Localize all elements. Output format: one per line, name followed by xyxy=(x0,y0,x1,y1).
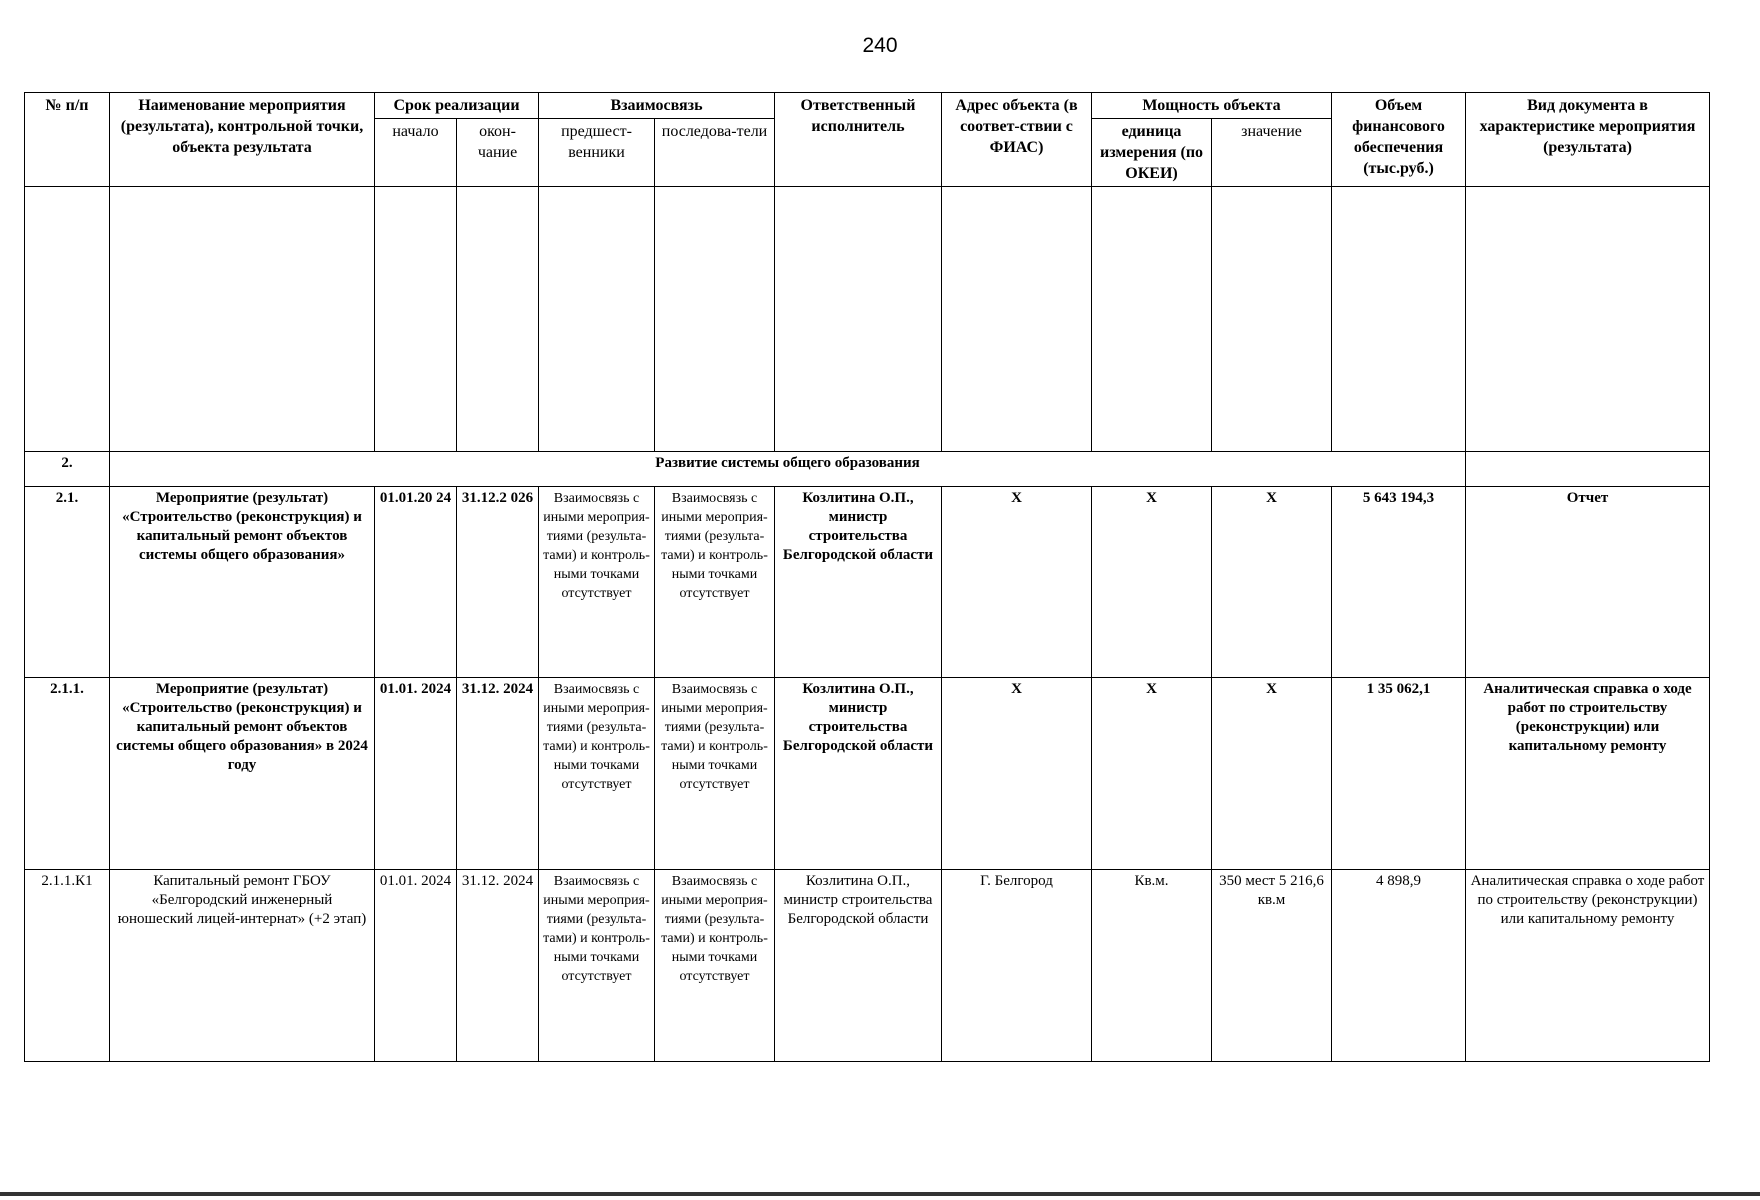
header-unit: единица измерения (по ОКЕИ) xyxy=(1092,119,1212,187)
page-bottom-rule xyxy=(0,1192,1760,1196)
blank-cell xyxy=(1466,187,1710,452)
section-empty-cell xyxy=(1466,452,1710,487)
row-end: 31.12. 2024 xyxy=(457,870,539,1062)
row-address: Г. Белгород xyxy=(942,870,1092,1062)
row-finance: 5 643 194,3 xyxy=(1332,487,1466,678)
blank-cell xyxy=(655,187,775,452)
blank-cell xyxy=(110,187,375,452)
header-finance: Объем финансового обеспечения (тыс.руб.) xyxy=(1332,93,1466,187)
header-name: Наименование мероприятия (результата), контрольной точки, объекта результата xyxy=(110,93,375,187)
row-executor: Козлитина О.П., министр строительства Белгородской области xyxy=(775,487,942,678)
row-name: Мероприятие (результат) «Строительство (реконструкция) и капитальный ремонт объектов системы общего образования» в 2024 году xyxy=(110,678,375,870)
header-value: значение xyxy=(1212,119,1332,187)
row-address: Х xyxy=(942,678,1092,870)
header-term: Срок реализации xyxy=(375,93,539,119)
table-row xyxy=(25,870,1710,1062)
row-value: 350 мест 5 216,6 кв.м xyxy=(1212,870,1332,1062)
row-predecessors: Взаимосвязь с иными мероприя-тиями (результа-тами) и контроль-ными точками отсутствует xyxy=(539,870,655,1062)
row-successors: Взаимосвязь с иными мероприя-тиями (результа-тами) и контроль-ными точками отсутствует xyxy=(655,487,775,678)
header-doc-type: Вид документа в характеристике мероприятия (результата) xyxy=(1466,93,1710,187)
row-value: Х xyxy=(1212,678,1332,870)
row-doc-type: Отчет xyxy=(1466,487,1710,678)
row-doc-type: Аналитическая справка о ходе работ по строительству (реконструкции) или капитальному ремонту xyxy=(1466,678,1710,870)
row-successors: Взаимосвязь с иными мероприя-тиями (результа-тами) и контроль-ными точками отсутствует xyxy=(655,678,775,870)
row-finance: 1 35 062,1 xyxy=(1332,678,1466,870)
row-finance: 4 898,9 xyxy=(1332,870,1466,1062)
row-address: Х xyxy=(942,487,1092,678)
blank-cell xyxy=(375,187,457,452)
row-predecessors: Взаимосвязь с иными мероприя-тиями (результа-тами) и контроль-ными точками отсутствует xyxy=(539,487,655,678)
blank-cell xyxy=(775,187,942,452)
header-relation: Взаимосвязь xyxy=(539,93,775,119)
table-row xyxy=(25,678,1710,870)
blank-cell xyxy=(1332,187,1466,452)
activities-table xyxy=(24,92,1710,1062)
blank-cell xyxy=(25,187,110,452)
row-value: Х xyxy=(1212,487,1332,678)
blank-row xyxy=(25,187,1710,452)
header-term-start: начало xyxy=(375,119,457,187)
header-successors: последова-тели xyxy=(655,119,775,187)
header-executor: Ответственный исполнитель xyxy=(775,93,942,187)
blank-cell xyxy=(457,187,539,452)
header-address: Адрес объекта (в соответ-ствии с ФИАС) xyxy=(942,93,1092,187)
row-executor: Козлитина О.П., министр строительства Белгородской области xyxy=(775,870,942,1062)
header-num: № п/п xyxy=(25,93,110,187)
row-start: 01.01. 2024 xyxy=(375,870,457,1062)
row-unit: Кв.м. xyxy=(1092,870,1212,1062)
table-row xyxy=(25,487,1710,678)
row-doc-type: Аналитическая справка о ходе работ по строительству (реконструкции) или капитальному ремонту xyxy=(1466,870,1710,1062)
header-capacity: Мощность объекта xyxy=(1092,93,1332,119)
header-term-end: окон-чание xyxy=(457,119,539,187)
row-successors: Взаимосвязь с иными мероприя-тиями (результа-тами) и контроль-ными точками отсутствует xyxy=(655,870,775,1062)
row-start: 01.01. 2024 xyxy=(375,678,457,870)
section-row xyxy=(25,452,1710,487)
page-number: 240 xyxy=(862,34,898,57)
blank-cell xyxy=(1092,187,1212,452)
row-executor: Козлитина О.П., министр строительства Белгородской области xyxy=(775,678,942,870)
section-num: 2. xyxy=(25,452,110,487)
row-unit: Х xyxy=(1092,487,1212,678)
row-end: 31.12.2 026 xyxy=(457,487,539,678)
row-predecessors: Взаимосвязь с иными мероприя-тиями (результа-тами) и контроль-ными точками отсутствует xyxy=(539,678,655,870)
section-title: Развитие системы общего образования xyxy=(110,452,1466,487)
header-row-1 xyxy=(25,93,1710,119)
blank-cell xyxy=(1212,187,1332,452)
header-predecessors: предшест-венники xyxy=(539,119,655,187)
row-start: 01.01.20 24 xyxy=(375,487,457,678)
row-unit: Х xyxy=(1092,678,1212,870)
row-name: Капитальный ремонт ГБОУ «Белгородский инженерный юношеский лицей-интернат» (+2 этап) xyxy=(110,870,375,1062)
row-num: 2.1.1.К1 xyxy=(25,870,110,1062)
row-end: 31.12. 2024 xyxy=(457,678,539,870)
row-name: Мероприятие (результат) «Строительство (реконструкция) и капитальный ремонт объектов системы общего образования» xyxy=(110,487,375,678)
row-num: 2.1. xyxy=(25,487,110,678)
blank-cell xyxy=(539,187,655,452)
blank-cell xyxy=(942,187,1092,452)
row-num: 2.1.1. xyxy=(25,678,110,870)
